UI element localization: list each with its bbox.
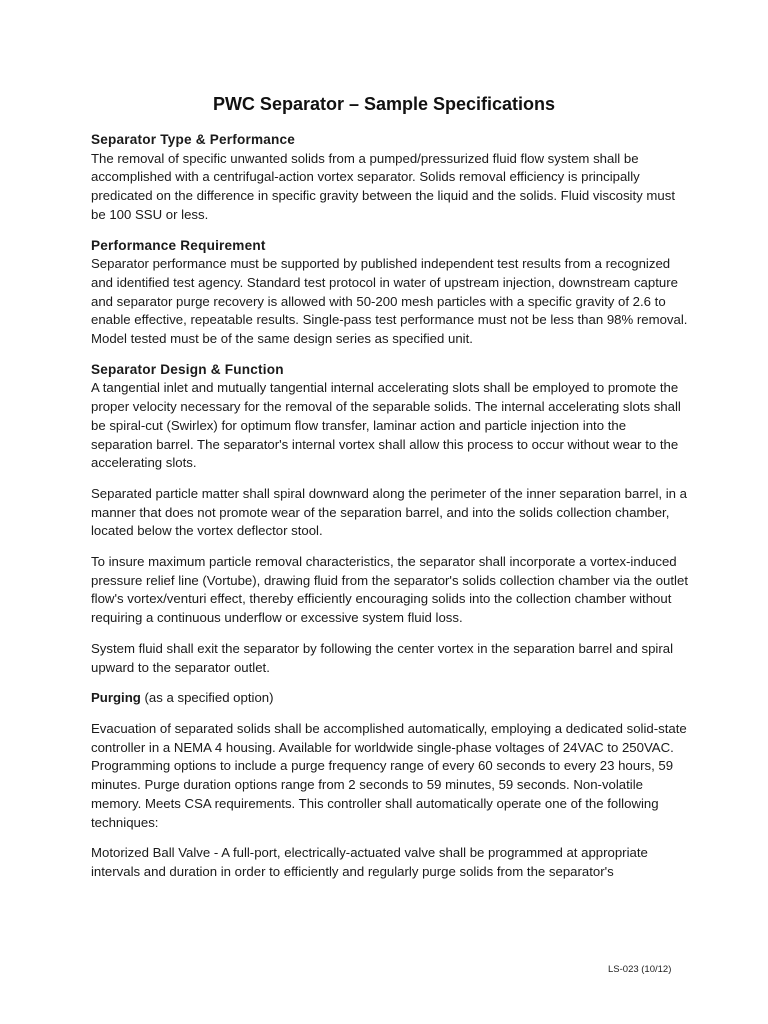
document-body <box>91 131 691 894</box>
section-heading: Performance Requirement <box>91 237 266 253</box>
section-design-function <box>91 361 691 678</box>
section-heading: Separator Type & Performance <box>91 132 296 147</box>
section-purging <box>91 689 691 881</box>
paragraph: Separated particle matter shall spiral downward along the perimeter of the inner separation barrel, in a manner that does not promote wear of the separation barrel, and into the solids collection chamber, located below the vortex deflector stool. <box>91 485 687 539</box>
document-title: PWC Separator – Sample Specifications <box>212 94 556 114</box>
document-code: LS-023 (10/12) <box>608 964 672 975</box>
paragraph: Separator performance must be supported by published independent test results from a recognized and identified test agency. Standard test protocol in water of upstream injection, downstream capture and separator purge recovery is allowed with 50-200 mesh particles with a specific gravity of 2.6 to enable effective, repeatable results. Single-pass test performance must not be less than 98% removal. Model tested must be of the same design series as specified unit. <box>91 256 688 347</box>
purging-note: (as a specified option) <box>140 690 274 706</box>
section-performance-requirement <box>91 237 691 349</box>
section-type-performance <box>91 131 691 225</box>
paragraph: System fluid shall exit the separator by following the center vortex in the separation barrel and spiral upward to the separator outlet. <box>91 640 674 675</box>
paragraph: Motorized Ball Valve - A full-port, electrically-actuated valve shall be programmed at appropriate intervals and duration in order to efficiently and regularly purge solids from the separator's <box>91 845 648 879</box>
paragraph: Evacuation of separated solids shall be accomplished automatically, employing a dedicated solid-state controller in a NEMA 4 housing. Available for worldwide single-phase voltages of 24VAC to 250VAC. Programming options to include a purge frequency range of every 60 seconds to every 23 hours, 59 minutes. Purge duration options range from 2 seconds to 59 minutes, 59 seconds. Non-volatile memory. Meets CSA requirements. This controller shall automatically operate one of the following techniques: <box>91 720 687 830</box>
paragraph: The removal of specific unwanted solids from a pumped/pressurized fluid flow system shall be accomplished with a centrifugal-action vortex separator. Solids removal efficiency is principally predicated on the difference in specific gravity between the liquid and the solids. Fluid viscosity must be 100 SSU or less. <box>91 150 675 222</box>
purging-heading: Purging <box>91 690 141 706</box>
section-heading: Separator Design & Function <box>91 361 284 377</box>
paragraph: To insure maximum particle removal characteristics, the separator shall incorporate a vortex-induced pressure relief line (Vortube), drawing fluid from the separator's solids collection chamber via the outlet flow's vortex/venturi effect, thereby efficiently encouraging solids into the collection chamber without requiring a continuous underflow or excessive system fluid loss. <box>91 554 688 626</box>
paragraph: A tangential inlet and mutually tangential internal accelerating slots shall be employed to promote the proper velocity necessary for the removal of the separable solids. The internal accelerating slots shall be spiral-cut (Swirlex) for optimum flow transfer, laminar action and particle injection into the separation barrel. The separator's internal vortex shall allow this process to occur without wear to the accelerating slots. <box>91 380 681 471</box>
purging-heading-line <box>91 689 691 708</box>
